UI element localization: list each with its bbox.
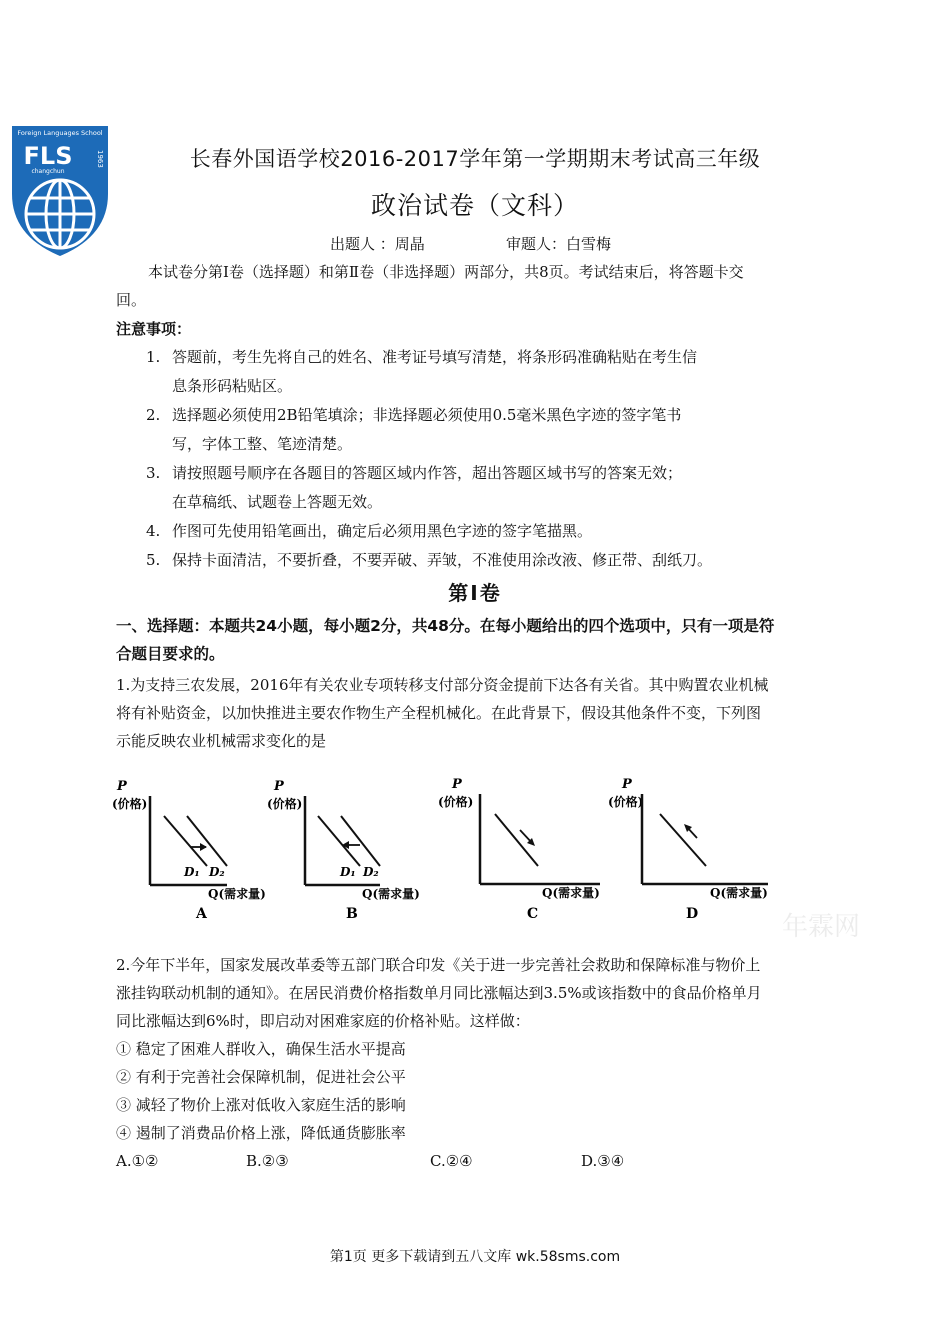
question-1-line-3: 示能反映农业机械需求变化的是 bbox=[116, 732, 327, 750]
statement-item: ② 有利于完善社会保障机制，促进社会公平 bbox=[116, 1068, 406, 1086]
notice-item-number: 1. bbox=[146, 348, 161, 366]
notice-item-text: 保持卡面清洁，不要折叠，不要弄破、弄皱，不准使用涂改液、修正带、刮纸刀。 bbox=[172, 551, 713, 569]
graph-axis-p: P bbox=[117, 779, 127, 794]
answer-option-c: C.②④ bbox=[430, 1152, 473, 1170]
notice-item-number: 2. bbox=[146, 406, 161, 424]
question-2-line-1: 2.今年下半年，国家发展改革委等五部门联合印发《关于进一步完善社会救助和保障标准与物价上 bbox=[116, 956, 761, 974]
question-1-line-1: 1.为支持三农发展，2016年有关农业专项转移支付部分资金提前下达各有关省。其中购置农业机械 bbox=[116, 676, 769, 694]
section-heading-line-2: 合题目要求的。 bbox=[116, 645, 225, 663]
reviewer-label: 审题人：白雪梅 bbox=[506, 235, 612, 253]
notice-item-number: 5. bbox=[146, 551, 161, 569]
graph-d2-label: D₂ bbox=[209, 865, 225, 879]
intro-line-2: 回。 bbox=[116, 291, 147, 309]
graph-a bbox=[112, 770, 282, 934]
graph-axis-p-unit: (价格) bbox=[438, 795, 474, 809]
question-1-line-2: 将有补贴资金，以加快推进主要农作物生产全程机械化。在此背景下，假设其他条件不变，下列图 bbox=[116, 704, 762, 722]
intro-paragraph bbox=[116, 258, 842, 314]
answer-option-a: A.①② bbox=[116, 1152, 159, 1170]
graph-option-label: A bbox=[196, 906, 207, 922]
question-1 bbox=[116, 671, 842, 755]
question-2-line-3: 同比涨幅达到6%时，即启动对困难家庭的价格补贴。这样做： bbox=[116, 1012, 530, 1030]
graph-axis-q: Q(需求量) bbox=[710, 886, 768, 900]
notice-item bbox=[146, 517, 786, 546]
statement-item: ① 稳定了困难人群收入，确保生活水平提高 bbox=[116, 1040, 406, 1058]
volume-title: 第Ⅰ卷 bbox=[448, 581, 502, 605]
arrow-right-icon bbox=[200, 843, 207, 851]
notice-item bbox=[146, 546, 846, 575]
graph-option-label: D bbox=[686, 906, 699, 922]
section-heading-line-1: 一、选择题：本题共24小题，每小题2分，共48分。在每小题给出的四个选项中，只有一项是符 bbox=[116, 617, 775, 635]
watermark: 年霖网 bbox=[782, 912, 861, 942]
exam-title: 长春外国语学校2016-2017学年第一学期期末考试高三年级 bbox=[189, 147, 761, 171]
graph-b bbox=[262, 770, 432, 934]
notice-item-text: 选择题必须使用2B铅笔填涂；非选择题必须使用0.5毫米黑色字迹的签字笔书 bbox=[172, 406, 682, 424]
notice-title: 注意事项： bbox=[116, 320, 192, 338]
logo-abbr: FLS bbox=[23, 142, 73, 170]
answer-option-d: D.③④ bbox=[581, 1152, 625, 1170]
question-2 bbox=[116, 951, 842, 1175]
notice-item-text-cont: 息条形码粘贴区。 bbox=[172, 377, 293, 395]
exam-subtitle: 政治试卷（文科） bbox=[370, 191, 579, 220]
notice-item-number: 3. bbox=[146, 464, 161, 482]
section-heading bbox=[116, 612, 842, 668]
notice-item-text: 请按照题号顺序在各题目的答题区域内作答，超出答题区域书写的答案无效； bbox=[172, 464, 683, 482]
graph-axis-p: P bbox=[622, 777, 632, 792]
intro-line-1: 本试卷分第Ⅰ卷（选择题）和第Ⅱ卷（非选择题）两部分，共8页。考试结束后，将答题卡交 bbox=[148, 263, 744, 281]
graph-d1-label: D₁ bbox=[340, 865, 356, 879]
graph-option-label: C bbox=[527, 906, 539, 922]
logo-org-text: Foreign Languages School bbox=[17, 129, 103, 137]
graph-axis-q: Q(需求量) bbox=[362, 887, 420, 901]
notice-item-text-cont: 在草稿纸、试题卷上答题无效。 bbox=[172, 493, 383, 511]
graph-axis-p-unit: (价格) bbox=[608, 795, 644, 809]
graph-d bbox=[600, 768, 775, 934]
statement-item: ④ 遏制了消费品价格上涨，降低通货膨胀率 bbox=[116, 1124, 406, 1142]
notice-item bbox=[146, 459, 786, 517]
answer-option-b: B.②③ bbox=[246, 1152, 289, 1170]
logo-city: changchun bbox=[31, 168, 65, 175]
graph-d2-label: D₂ bbox=[363, 865, 379, 879]
graph-option-label: B bbox=[346, 906, 358, 922]
page-footer: 第1页 更多下载请到五八文库 wk.58sms.com bbox=[329, 1249, 621, 1265]
graph-axis-p-unit: (价格) bbox=[267, 797, 303, 811]
graph-axis-q: Q(需求量) bbox=[542, 886, 600, 900]
graph-c bbox=[430, 768, 605, 934]
graph-d1-label: D₁ bbox=[184, 865, 200, 879]
notice-item-text: 答题前，考生先将自己的姓名、准考证号填写清楚，将条形码准确粘贴在考生信 bbox=[172, 348, 698, 366]
notice-item-number: 4. bbox=[146, 522, 161, 540]
question-2-line-2: 涨挂钩联动机制的通知》。在居民消费价格指数单月同比涨幅达到3.5%或该指数中的食品价格单月 bbox=[116, 984, 762, 1002]
notice-item bbox=[146, 343, 786, 401]
notice-item-text-cont: 写，字体工整、笔迹清楚。 bbox=[172, 435, 353, 453]
graph-axis-p: P bbox=[452, 777, 462, 792]
notice-item bbox=[146, 401, 786, 459]
author-label: 出题人 ：周晶 bbox=[330, 235, 425, 253]
graph-axis-p: P bbox=[274, 779, 284, 794]
statement-item: ③ 减轻了物价上涨对低收入家庭生活的影响 bbox=[116, 1096, 406, 1114]
logo-year: 1963 bbox=[96, 150, 104, 168]
notice-item-text: 作图可先使用铅笔画出，确定后必须用黑色字迹的签字笔描黑。 bbox=[172, 522, 593, 540]
graph-axis-p-unit: (价格) bbox=[112, 797, 148, 811]
graph-axis-q: Q(需求量) bbox=[208, 887, 266, 901]
